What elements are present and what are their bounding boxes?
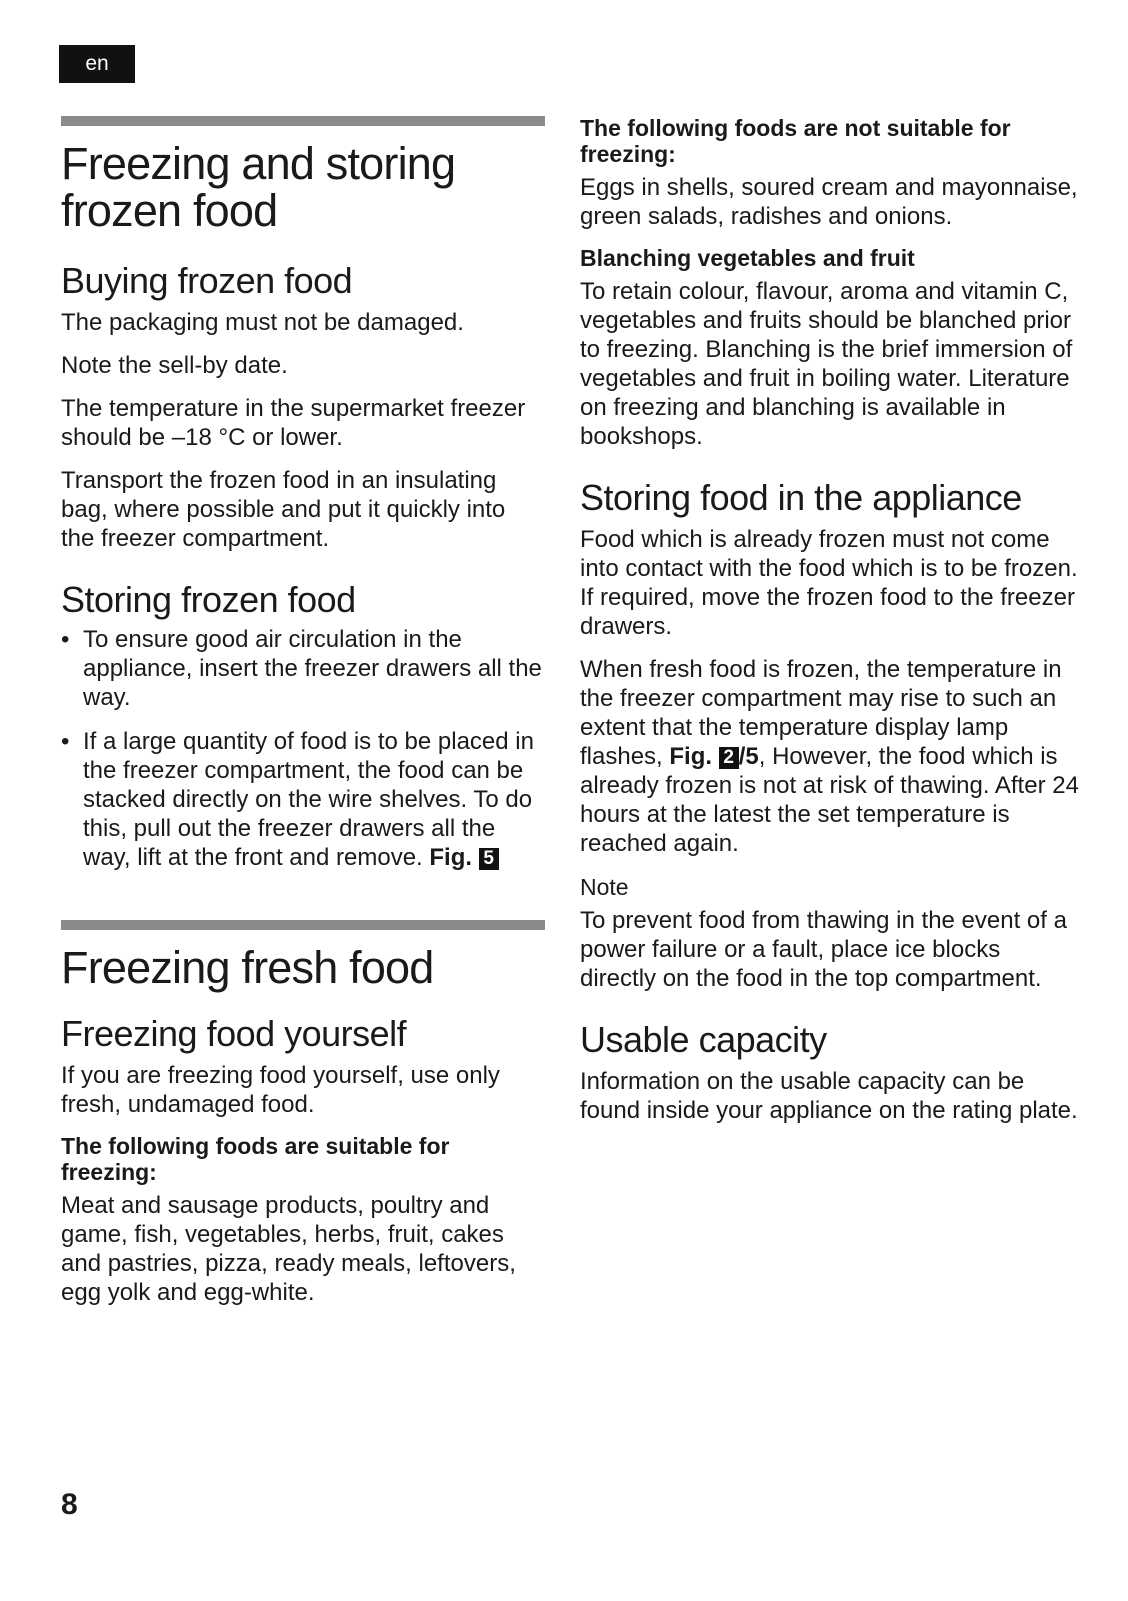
paragraph-suitable-foods: Meat and sausage products, poultry and game, fish, vegetables, herbs, fruit, cakes and pastries, pizza, ready meals, leftovers, egg yolk and egg-white. bbox=[61, 1192, 516, 1306]
subheading-buying-frozen-food: Buying frozen food bbox=[61, 260, 353, 301]
figure-suffix: /5 bbox=[738, 743, 759, 770]
subheading-freezing-yourself: Freezing food yourself bbox=[61, 1013, 407, 1054]
subheading-blanching: Blanching vegetables and fruit bbox=[580, 245, 915, 271]
paragraph-sell-by: Note the sell-by date. bbox=[61, 352, 288, 379]
paragraph-fresh-undamaged: If you are freezing food yourself, use only fresh, undamaged food. bbox=[61, 1062, 500, 1118]
subheading-storing-in-appliance: Storing food in the appliance bbox=[580, 477, 1022, 518]
figure-number-badge: 2 bbox=[719, 747, 739, 769]
section-rule bbox=[61, 920, 545, 930]
figure-reference-label: Fig. bbox=[429, 844, 473, 871]
subheading-storing-frozen-food: Storing frozen food bbox=[61, 579, 356, 620]
bullet-text: If a large quantity of food is to be placed in the freezer compartment, the food can be stacked directly on the wire shelves. To do this, pull out the freezer drawers all the way, lift at the front and remove. bbox=[83, 728, 534, 871]
section-heading-freezing-fresh: Freezing fresh food bbox=[61, 942, 434, 993]
storing-bullet-list bbox=[61, 625, 545, 872]
paragraph-note: To prevent food from thawing in the event of a power failure or a fault, place ice blocks directly on the food in the top compartment. bbox=[580, 907, 1067, 992]
paragraph-not-suitable-foods: Eggs in shells, soured cream and mayonnaise, green salads, radishes and onions. bbox=[580, 174, 1078, 230]
section-heading-freezing-storing: Freezing and storing frozen food bbox=[61, 138, 456, 236]
section-rule bbox=[61, 116, 545, 126]
page-number: 8 bbox=[61, 1488, 78, 1521]
paragraph-supermarket-temperature: The temperature in the supermarket freezer should be –18 °C or lower. bbox=[61, 395, 526, 451]
left-column bbox=[61, 116, 545, 1307]
paragraph-packaging: The packaging must not be damaged. bbox=[61, 309, 464, 336]
paragraph-already-frozen: Food which is already frozen must not come into contact with the food which is to be frozen. If required, move the frozen food to the freezer drawers. bbox=[580, 526, 1078, 640]
bullet-text: To ensure good air circulation in the appliance, insert the freezer drawers all the way. bbox=[83, 626, 542, 711]
subheading-not-suitable-foods: The following foods are not suitable for freezing: bbox=[580, 115, 1011, 167]
paragraph-usable-capacity: Information on the usable capacity can be found inside your appliance on the rating plate. bbox=[580, 1068, 1078, 1124]
language-tag: en bbox=[59, 45, 135, 83]
figure-number-badge: 5 bbox=[479, 848, 499, 870]
temperature-rise-text-start: When fresh food is frozen, the temperature in the freezer compartment may rise to such an extent that the temperature display lamp flashes, bbox=[580, 656, 1062, 770]
subheading-usable-capacity: Usable capacity bbox=[580, 1019, 827, 1060]
subheading-suitable-foods: The following foods are suitable for freezing: bbox=[61, 1133, 450, 1185]
note-heading: Note bbox=[580, 874, 629, 900]
list-item bbox=[61, 727, 545, 872]
paragraph-temperature-rise bbox=[580, 655, 1080, 858]
paragraph-blanching: To retain colour, flavour, aroma and vitamin C, vegetables and fruits should be blanched prior to freezing. Blanching is the brief immersion of vegetables and fruit in boiling water. Literature on freezing and blanching is available in bookshops. bbox=[580, 278, 1073, 450]
list-item bbox=[61, 625, 545, 712]
figure-reference-label: Fig. bbox=[669, 743, 713, 770]
temperature-rise-text-end: , However, the food which is already frozen is not at risk of thawing. After 24 hours at the latest the set temperature is reached again. bbox=[580, 743, 1079, 857]
paragraph-transport: Transport the frozen food in an insulating bag, where possible and put it quickly into the freezer compartment. bbox=[61, 467, 506, 552]
right-column bbox=[580, 115, 1080, 1125]
